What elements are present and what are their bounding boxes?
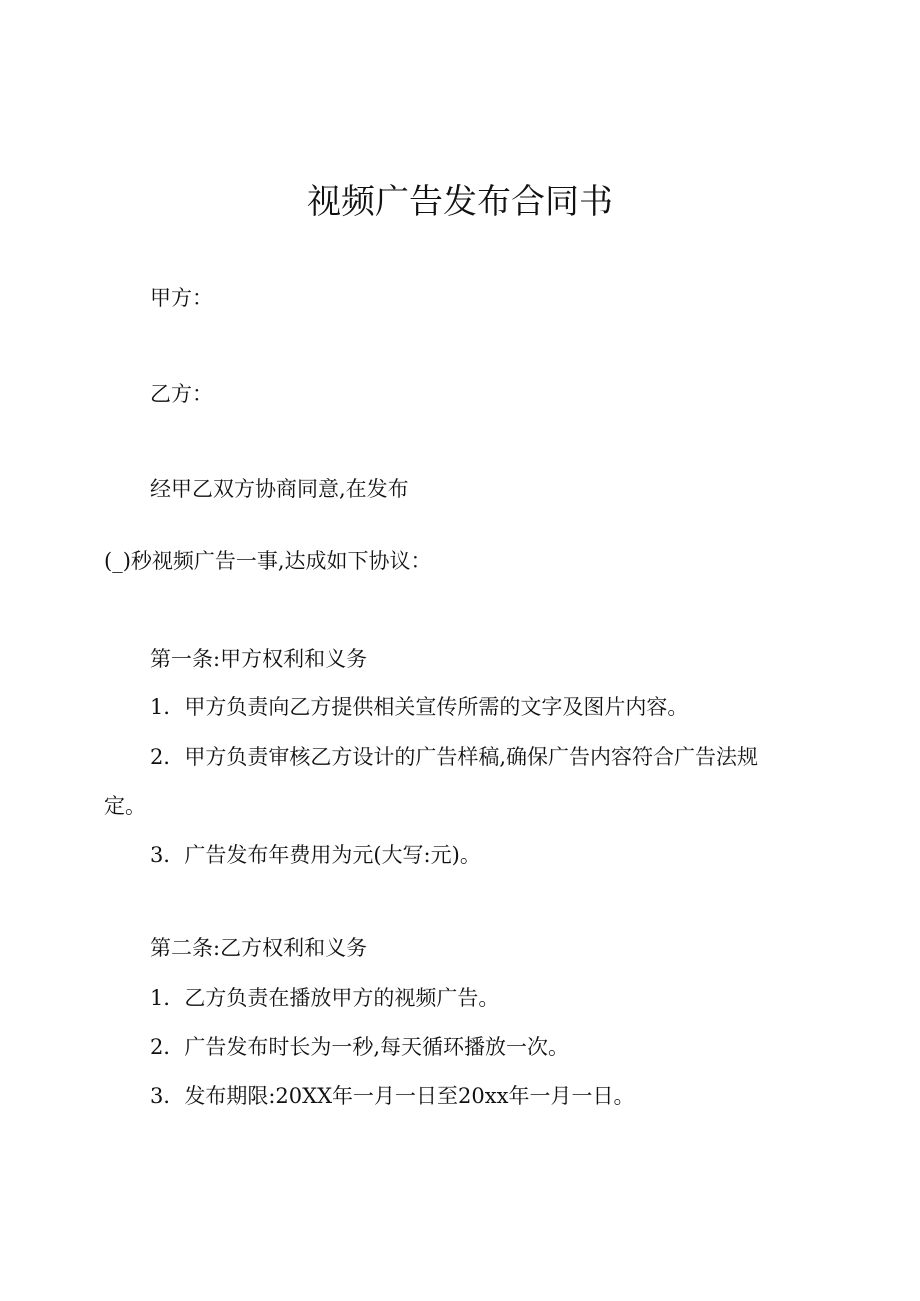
document-title: 视频广告发布合同书 (307, 182, 613, 222)
article1-item3: 3．广告发布年费用为元(大写:元)。 (150, 843, 481, 867)
party-b-label: 乙方： (150, 382, 213, 406)
article1-item2-line2: 定。 (104, 794, 146, 818)
article2-item1: 1．乙方负责在播放甲方的视频广告。 (150, 986, 500, 1010)
party-a-label: 甲方： (150, 286, 213, 310)
intro-paragraph-line1: 经甲乙双方协商同意,在发布 (150, 477, 409, 501)
article2-heading: 第二条:乙方权利和义务 (150, 936, 368, 960)
article2-item3: 3．发布期限:20XX年一月一日至20xx年一月一日。 (150, 1084, 635, 1108)
intro-paragraph-line2: (_)秒视频广告一事,达成如下协议： (104, 549, 432, 573)
article1-item2-line1: 2．甲方负责审核乙方设计的广告样稿,确保广告内容符合广告法规 (150, 745, 759, 769)
article1-item1: 1．甲方负责向乙方提供相关宣传所需的文字及图片内容。 (150, 695, 689, 719)
article2-item2: 2．广告发布时长为一秒,每天循环播放一次。 (150, 1035, 570, 1059)
article1-heading: 第一条:甲方权利和义务 (150, 647, 368, 671)
